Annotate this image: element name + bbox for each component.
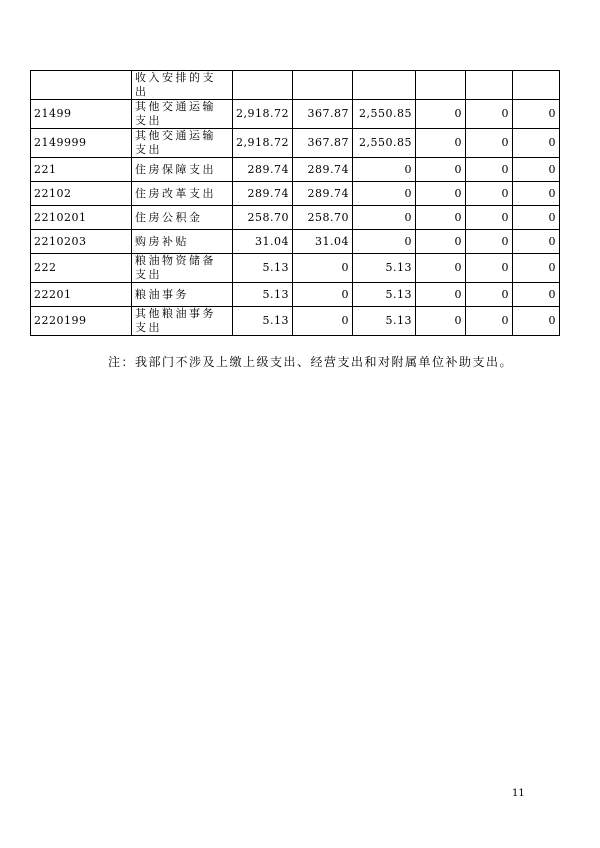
table-row <box>31 100 560 129</box>
table-row <box>31 71 560 100</box>
table-row <box>31 182 560 206</box>
table-row <box>31 129 560 158</box>
cell-project <box>353 71 416 100</box>
cell-upper <box>416 71 466 100</box>
cell-name: 粮油事务 <box>132 283 233 307</box>
cell-upper: 0 <box>416 307 466 336</box>
cell-name: 住房保障支出 <box>132 158 233 182</box>
cell-project: 2,550.85 <box>353 100 416 129</box>
cell-name: 收入安排的支出 <box>132 71 233 100</box>
cell-upper: 0 <box>416 182 466 206</box>
cell-business: 0 <box>466 254 513 283</box>
cell-business: 0 <box>466 206 513 230</box>
cell-total: 5.13 <box>233 283 293 307</box>
cell-subsidy: 0 <box>513 230 560 254</box>
cell-code: 2210203 <box>31 230 132 254</box>
cell-total: 31.04 <box>233 230 293 254</box>
table-row <box>31 307 560 336</box>
page-number: 11 <box>512 788 525 799</box>
cell-name: 购房补贴 <box>132 230 233 254</box>
cell-total: 5.13 <box>233 307 293 336</box>
cell-code: 221 <box>31 158 132 182</box>
footnote: 注：我部门不涉及上缴上级支出、经营支出和对附属单位补助支出。 <box>108 355 514 369</box>
cell-basic: 0 <box>293 307 353 336</box>
cell-subsidy: 0 <box>513 307 560 336</box>
cell-project: 0 <box>353 230 416 254</box>
cell-total: 289.74 <box>233 158 293 182</box>
cell-subsidy: 0 <box>513 100 560 129</box>
cell-business: 0 <box>466 230 513 254</box>
cell-code: 222 <box>31 254 132 283</box>
cell-name: 其他交通运输支出 <box>132 129 233 158</box>
cell-subsidy: 0 <box>513 254 560 283</box>
cell-name: 粮油物资储备支出 <box>132 254 233 283</box>
cell-business: 0 <box>466 307 513 336</box>
cell-subsidy: 0 <box>513 182 560 206</box>
cell-upper: 0 <box>416 129 466 158</box>
cell-total: 2,918.72 <box>233 129 293 158</box>
cell-basic: 367.87 <box>293 100 353 129</box>
cell-subsidy: 0 <box>513 129 560 158</box>
cell-code: 2149999 <box>31 129 132 158</box>
table-row <box>31 158 560 182</box>
table-body <box>31 71 560 336</box>
cell-upper: 0 <box>416 254 466 283</box>
cell-code <box>31 71 132 100</box>
cell-total: 5.13 <box>233 254 293 283</box>
cell-upper: 0 <box>416 283 466 307</box>
cell-upper: 0 <box>416 230 466 254</box>
cell-upper: 0 <box>416 206 466 230</box>
cell-basic: 289.74 <box>293 182 353 206</box>
cell-project: 5.13 <box>353 254 416 283</box>
cell-subsidy: 0 <box>513 283 560 307</box>
cell-basic: 258.70 <box>293 206 353 230</box>
cell-name: 其他交通运输支出 <box>132 100 233 129</box>
cell-name: 其他粮油事务支出 <box>132 307 233 336</box>
cell-basic: 289.74 <box>293 158 353 182</box>
cell-total: 258.70 <box>233 206 293 230</box>
cell-project: 5.13 <box>353 307 416 336</box>
budget-table <box>30 70 560 336</box>
cell-code: 21499 <box>31 100 132 129</box>
cell-project: 0 <box>353 182 416 206</box>
cell-project: 0 <box>353 158 416 182</box>
cell-business <box>466 71 513 100</box>
cell-basic: 0 <box>293 254 353 283</box>
cell-project: 2,550.85 <box>353 129 416 158</box>
cell-project: 0 <box>353 206 416 230</box>
cell-business: 0 <box>466 158 513 182</box>
cell-basic: 31.04 <box>293 230 353 254</box>
cell-upper: 0 <box>416 100 466 129</box>
cell-code: 2220199 <box>31 307 132 336</box>
cell-basic: 367.87 <box>293 129 353 158</box>
cell-business: 0 <box>466 129 513 158</box>
cell-name: 住房改革支出 <box>132 182 233 206</box>
cell-project: 5.13 <box>353 283 416 307</box>
cell-basic: 0 <box>293 283 353 307</box>
cell-name: 住房公积金 <box>132 206 233 230</box>
table-row <box>31 230 560 254</box>
cell-code: 22102 <box>31 182 132 206</box>
cell-subsidy: 0 <box>513 206 560 230</box>
cell-business: 0 <box>466 283 513 307</box>
cell-code: 2210201 <box>31 206 132 230</box>
cell-total <box>233 71 293 100</box>
cell-subsidy: 0 <box>513 158 560 182</box>
cell-business: 0 <box>466 100 513 129</box>
cell-total: 289.74 <box>233 182 293 206</box>
cell-code: 22201 <box>31 283 132 307</box>
cell-business: 0 <box>466 182 513 206</box>
table-row <box>31 206 560 230</box>
table-row <box>31 283 560 307</box>
cell-total: 2,918.72 <box>233 100 293 129</box>
cell-basic <box>293 71 353 100</box>
cell-subsidy <box>513 71 560 100</box>
cell-upper: 0 <box>416 158 466 182</box>
table-row <box>31 254 560 283</box>
